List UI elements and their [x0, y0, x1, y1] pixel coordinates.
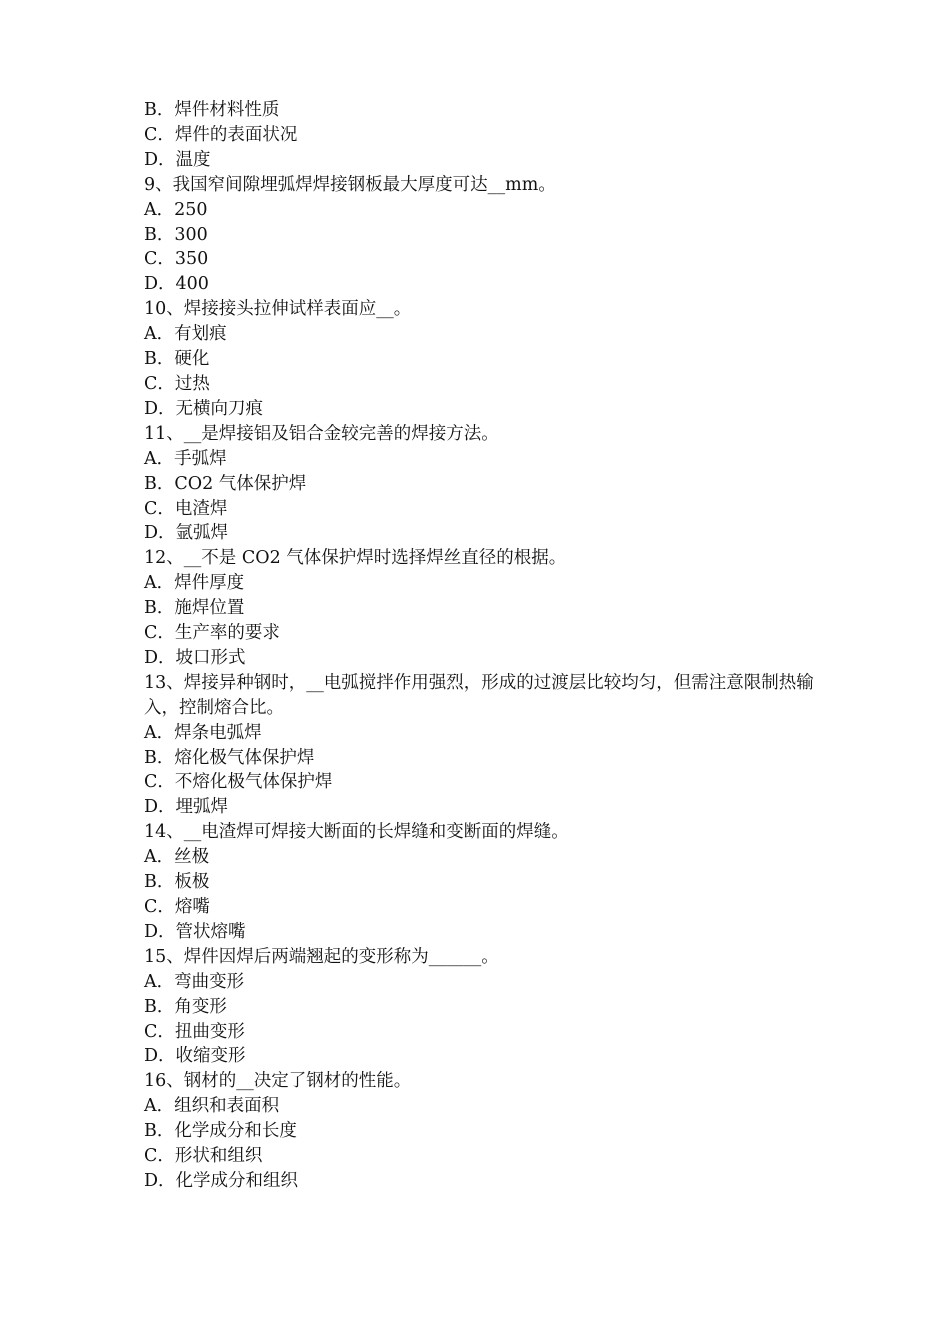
option-line: C．扭曲变形: [144, 1021, 245, 1042]
option-line: C．焊件的表面状况: [144, 124, 298, 145]
option-line: B．板极: [144, 872, 210, 893]
option-line: A．丝极: [144, 847, 210, 868]
question-13: [144, 671, 824, 820]
option-line: A．250: [144, 199, 208, 220]
question-10: [144, 297, 824, 422]
option-line: B．焊件材料性质: [144, 100, 280, 120]
question-14: [144, 820, 824, 945]
question-stem: 10、焊接接头拉伸试样表面应__。: [144, 299, 412, 320]
option-line: A．组织和表面积: [144, 1096, 280, 1117]
question-stem: 16、钢材的__决定了钢材的性能。: [144, 1071, 412, 1092]
option-line: C．不熔化极气体保护焊: [144, 772, 333, 793]
option-line: D．坡口形式: [144, 647, 246, 668]
option-line: B．300: [144, 224, 208, 245]
option-line: A．手弧焊: [144, 448, 227, 469]
question-15: [144, 945, 824, 1070]
option-line: C．形状和组织: [144, 1146, 263, 1167]
option-line: C．350: [144, 249, 209, 270]
option-line: D．氩弧焊: [144, 523, 229, 544]
option-line: B．角变形: [144, 996, 227, 1017]
option-line: D．无横向刀痕: [144, 398, 264, 419]
option-line: A．有划痕: [144, 324, 227, 345]
option-line: C．熔嘴: [144, 897, 210, 917]
option-line: B．CO2 气体保护焊: [144, 473, 307, 494]
option-line: D．温度: [144, 149, 211, 170]
option-line: A．焊条电弧焊: [144, 722, 262, 743]
question-stem: 12、__不是 CO2 气体保护焊时选择焊丝直径的根据。: [144, 548, 567, 569]
option-line: C．电渣焊: [144, 498, 228, 519]
question-9: [144, 173, 824, 298]
question-stem: 15、焊件因焊后两端翘起的变形称为______。: [144, 946, 499, 967]
option-line: D．化学成分和组织: [144, 1170, 299, 1191]
document-page: [144, 98, 824, 1194]
option-line: D．管状熔嘴: [144, 921, 246, 942]
question-stem: 9、我国窄间隙埋弧焊焊接钢板最大厚度可达__mm。: [144, 174, 556, 195]
option-line: B．化学成分和长度: [144, 1121, 297, 1142]
option-line: D．埋弧焊: [144, 797, 229, 818]
option-line: B．熔化极气体保护焊: [144, 747, 315, 768]
option-line: B．施焊位置: [144, 598, 245, 619]
question-12: [144, 546, 824, 671]
option-line: A．弯曲变形: [144, 971, 245, 992]
question-stem: 14、__电渣焊可焊接大断面的长焊缝和变断面的焊缝。: [144, 822, 569, 843]
question-stem: 11、__是焊接铝及铝合金较完善的焊接方法。: [144, 423, 499, 444]
question-stem: 13、焊接异种钢时，__电弧搅拌作用强烈，形成的过渡层比较均匀，但需注意限制热输入，控制熔合比。: [144, 672, 814, 718]
question-16: [144, 1069, 824, 1194]
option-line: C．过热: [144, 373, 210, 394]
question-11: [144, 422, 824, 547]
option-line: B．硬化: [144, 349, 210, 370]
option-line: A．焊件厚度: [144, 573, 245, 594]
option-line: D．收缩变形: [144, 1046, 246, 1067]
option-line: D．400: [144, 274, 209, 295]
continued-options: [144, 98, 824, 173]
option-line: C．生产率的要求: [144, 623, 280, 644]
